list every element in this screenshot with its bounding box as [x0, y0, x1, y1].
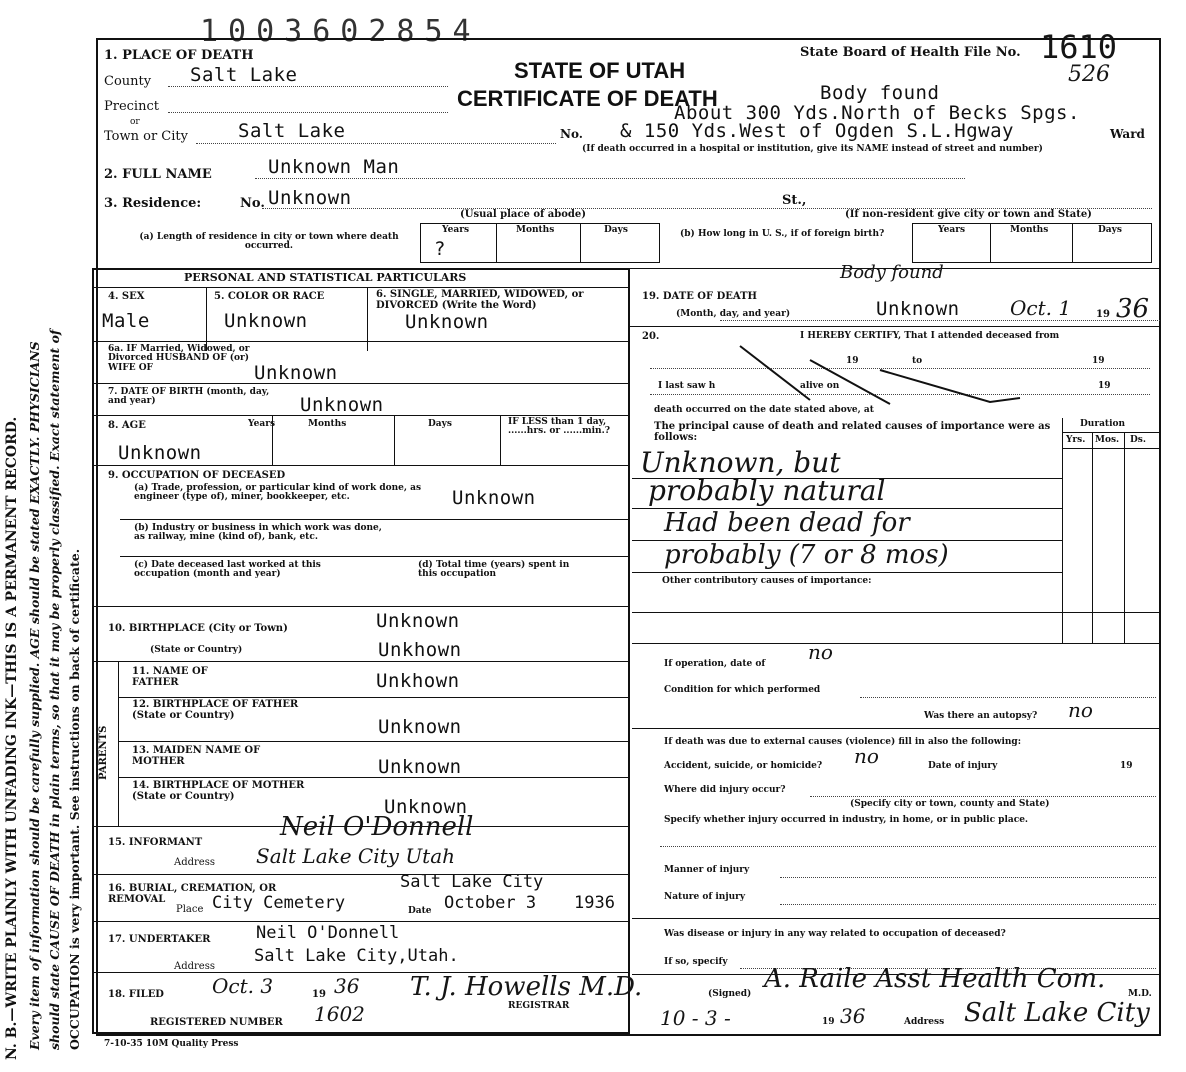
margin-instruction-line2: Every item of information should be carefully supplied. AGE should be stated EXACTLY. PHYSICIANS	[27, 341, 42, 1050]
duration-mos-label: Mos.	[1095, 435, 1120, 445]
hospital-note: (If death occurred in a hospital or institution, give its NAME instead of street and number)	[582, 144, 1043, 154]
occupation-value: Unknown	[452, 487, 536, 509]
residence-days-label: Days	[604, 225, 628, 235]
spouse-value: Unknown	[254, 362, 338, 384]
where-injury-label: Where did injury occur?	[664, 785, 786, 795]
certify-from-19: 19	[846, 356, 859, 366]
certify-strikeout-marks	[730, 340, 1050, 410]
foreign-years-label: Years	[938, 225, 966, 235]
cause-heading: The principal cause of death and related causes of importance were as follows:	[654, 421, 1051, 443]
place-of-death-label: 1. PLACE OF DEATH	[104, 48, 254, 63]
where-injury-note: (Specify city or town, county and State)	[850, 799, 1050, 809]
residence-length-value: ?	[434, 238, 446, 260]
reg-number-label: REGISTERED NUMBER	[150, 1017, 283, 1028]
reg-number-value: 1602	[314, 1002, 365, 1026]
margin-instruction-line3: should state CAUSE OF DEATH in plain terms, so that it may be properly classified. Exact statement of	[47, 329, 62, 1050]
undertaker-address-value: Salt Lake City,Utah.	[254, 946, 459, 966]
file-note: 526	[1068, 62, 1110, 87]
father-birthplace-label: 12. BIRTHPLACE OF FATHER (State or Country)	[132, 699, 299, 721]
abode-note: (Usual place of abode)	[460, 209, 586, 220]
occupation-related-label: Was disease or injury in any way related to occupation of deceased?	[664, 929, 1006, 939]
injury-date-label: Date of injury	[928, 761, 998, 771]
alive-on-19: 19	[1098, 381, 1111, 391]
print-code: 7-10-35 10M Quality Press	[104, 1039, 239, 1049]
serial-number: 1003602854	[200, 14, 481, 49]
if-so-label: If so, specify	[664, 957, 728, 967]
spouse-label: 6a. IF Married, Widowed, or Divorced HUSBAND OF (or) WIFE OF	[108, 344, 250, 373]
sex-value: Male	[102, 310, 150, 332]
dod-sublabel: (Month, day, and year)	[676, 309, 791, 319]
occupation-b-label: (b) Industry or business in which work was done, as railway, mine (kind of), bank, etc.	[134, 523, 382, 543]
nonresident-note: (If non-resident give city or town and State)	[845, 209, 1092, 220]
age-days-label: Days	[428, 419, 452, 429]
external-causes-label: If death was due to external causes (violence) fill in also the following:	[664, 737, 1022, 747]
dod-month-value: Oct. 1	[1010, 296, 1072, 320]
burial-place-label: Place	[176, 904, 204, 915]
age-label: 8. AGE	[108, 420, 146, 431]
manner-injury-label: Manner of injury	[664, 865, 750, 875]
sex-label: 4. SEX	[108, 291, 145, 302]
residence-value: Unknown	[268, 187, 352, 209]
certificate-title: CERTIFICATE OF DEATH	[457, 86, 718, 111]
dod-value: Unknown	[876, 298, 960, 320]
physician-signature: A. Raile Asst Health Com.	[764, 964, 1106, 994]
accident-label: Accident, suicide, or homicide?	[664, 761, 823, 771]
registrar-label: REGISTRAR	[508, 1001, 570, 1011]
marital-label: 6. SINGLE, MARRIED, WIDOWED, or DIVORCED (Write the Word)	[376, 289, 584, 311]
location-line2: About 300 Yds.North of Becks Spgs.	[674, 102, 1080, 124]
residence-years-label: Years	[442, 225, 470, 235]
file-number-label: State Board of Health File No.	[800, 45, 1021, 60]
death-occurred-label: death occurred on the date stated above, at	[654, 405, 874, 415]
dob-label: 7. DATE OF BIRTH (month, day, and year)	[108, 387, 270, 407]
occupation-a-label: (a) Trade, profession, or particular kind of work done, as engineer (type of), miner, bookkeeper, etc.	[134, 483, 422, 503]
town-label: Town or City	[104, 129, 188, 144]
dod-handwritten-note: Body found	[840, 262, 944, 283]
county-value: Salt Lake	[190, 64, 298, 86]
precinct-label: Precinct	[104, 99, 159, 114]
file-number: 1610	[1040, 28, 1118, 66]
age-months-label: Months	[308, 419, 347, 429]
injury-year: 19	[1120, 761, 1133, 771]
burial-place-value: Salt Lake City	[400, 872, 544, 892]
parents-side-label: PARENTS	[98, 725, 109, 780]
foreign-months-label: Months	[1010, 225, 1049, 235]
mother-value: Unknown	[378, 756, 462, 778]
or-label: or	[130, 117, 140, 127]
full-name-label: 2. FULL NAME	[104, 167, 212, 182]
age-value: Unknown	[118, 442, 202, 464]
duration-yrs-label: Yrs.	[1066, 435, 1086, 445]
physician-date-value: 10 - 3 -	[660, 1006, 731, 1030]
color-value: Unknown	[224, 310, 308, 332]
burial-place-value2: City Cemetery	[212, 893, 346, 913]
residence-label: 3. Residence:	[104, 196, 202, 211]
occupation-label: 9. OCCUPATION OF DECEASED	[108, 470, 286, 481]
age-less-than-label: IF LESS than 1 day, ......hrs. or ......min.?	[508, 417, 610, 437]
alive-on-label: alive on	[800, 381, 840, 391]
full-name-value: Unknown Man	[268, 156, 400, 178]
birthplace-state-label: (State or Country)	[150, 645, 243, 655]
registrar-signature: T. J. Howells M.D.	[410, 972, 643, 1002]
no-label: No.	[560, 127, 583, 141]
operation-label: If operation, date of	[664, 659, 766, 669]
birthplace-label: 10. BIRTHPLACE (City or Town)	[108, 623, 288, 634]
undertaker-address-label: Address	[174, 961, 215, 972]
mother-birthplace-value: Unknown	[384, 796, 468, 818]
certify-to-19: 19	[1092, 356, 1105, 366]
residence-st-label: St.,	[782, 193, 807, 208]
mother-birthplace-label: 14. BIRTHPLACE OF MOTHER (State or Country)	[132, 780, 305, 802]
operation-value: no	[808, 640, 833, 664]
residence-months-label: Months	[516, 225, 555, 235]
marital-value: Unknown	[405, 311, 489, 333]
cause-line2: probably natural	[648, 474, 886, 507]
informant-address-label: Address	[174, 857, 215, 868]
father-birthplace-value: Unknown	[378, 716, 462, 738]
duration-ds-label: Ds.	[1130, 435, 1147, 445]
dob-value: Unknown	[300, 394, 384, 416]
ward-label: Ward	[1110, 127, 1145, 141]
mother-label: 13. MAIDEN NAME OF MOTHER	[132, 745, 261, 767]
last-saw-label: I last saw h	[658, 381, 716, 391]
occupation-c-label: (c) Date deceased last worked at this occupation (month and year)	[134, 560, 321, 580]
filed-year-prefix: 19	[312, 989, 326, 1000]
foreign-birth-label: (b) How long in U. S., if of foreign birth?	[680, 229, 885, 239]
location-line1: Body found	[820, 82, 940, 104]
nature-injury-label: Nature of injury	[664, 892, 746, 902]
personal-heading: PERSONAL AND STATISTICAL PARTICULARS	[184, 271, 467, 284]
dod-label: 19. DATE OF DEATH	[642, 291, 757, 302]
father-label: 11. NAME OF FATHER	[132, 666, 208, 688]
father-value: Unkhown	[376, 670, 460, 692]
informant-label: 15. INFORMANT	[108, 837, 203, 848]
autopsy-label: Was there an autopsy?	[924, 711, 1038, 721]
county-label: County	[104, 74, 152, 89]
contributory-label: Other contributory causes of importance:	[662, 576, 872, 586]
state-title: STATE OF UTAH	[514, 58, 686, 83]
certify-to-label: to	[912, 356, 923, 366]
age-years-label: Years	[248, 419, 276, 429]
filed-year-value: 36	[334, 974, 360, 998]
residence-no-label: No.	[240, 196, 265, 211]
burial-year-value: 1936	[574, 893, 615, 913]
undertaker-value: Neil O'Donnell	[256, 923, 400, 943]
specify-injury-label: Specify whether injury occurred in industry, in home, or in public place.	[664, 815, 1029, 825]
physician-address-value: Salt Lake City	[964, 998, 1150, 1028]
cause-line3: Had been dead for	[664, 508, 910, 538]
foreign-days-label: Days	[1098, 225, 1122, 235]
cause-line1: Unknown, but	[640, 446, 841, 479]
margin-instruction-line4: OCCUPATION is very important. See instructions on back of certificate.	[67, 548, 82, 1050]
physician-signed-label: (Signed)	[708, 989, 752, 999]
town-value: Salt Lake	[238, 120, 346, 142]
birthplace-value: Unknown	[376, 610, 460, 632]
length-of-residence-label: (a) Length of residence in city or town where death occurred.	[139, 232, 399, 252]
filed-label: 18. FILED	[108, 989, 164, 1000]
location-line3: & 150 Yds.West of Ogden S.L.Hgway	[620, 120, 1014, 142]
color-label: 5. COLOR OR RACE	[214, 291, 325, 302]
physician-date-19: 19	[822, 1017, 835, 1027]
burial-date-value: October 3	[444, 893, 537, 913]
cause-line4: probably (7 or 8 mos)	[664, 540, 949, 570]
md-label: M.D.	[1128, 989, 1152, 999]
burial-label: 16. BURIAL, CREMATION, OR REMOVAL	[108, 883, 277, 905]
birthplace-state-value: Unkhown	[378, 639, 462, 661]
dod-year: 36	[1116, 294, 1150, 324]
occupation-d-label: (d) Total time (years) spent in this occupation	[418, 560, 570, 580]
filed-date-value: Oct. 3	[212, 974, 274, 998]
informant-signature: Neil O'Donnell	[280, 812, 474, 842]
condition-label: Condition for which performed	[664, 685, 821, 695]
accident-value: no	[854, 744, 879, 768]
physician-address-label: Address	[904, 1017, 945, 1027]
duration-label: Duration	[1080, 419, 1126, 429]
autopsy-value: no	[1068, 698, 1093, 722]
physician-date-year: 36	[840, 1004, 866, 1028]
certify-text: I HEREBY CERTIFY, That I attended deceased from	[800, 331, 1060, 341]
margin-instruction-line1: N. B.—WRITE PLAINLY WITH UNFADING INK—THIS IS A PERMANENT RECORD.	[4, 416, 20, 1060]
informant-address-value: Salt Lake City Utah	[256, 844, 456, 868]
dod-year-prefix: 19	[1096, 309, 1110, 320]
undertaker-label: 17. UNDERTAKER	[108, 934, 211, 945]
burial-date-label: Date	[408, 906, 432, 916]
certify-number: 20.	[642, 331, 660, 342]
